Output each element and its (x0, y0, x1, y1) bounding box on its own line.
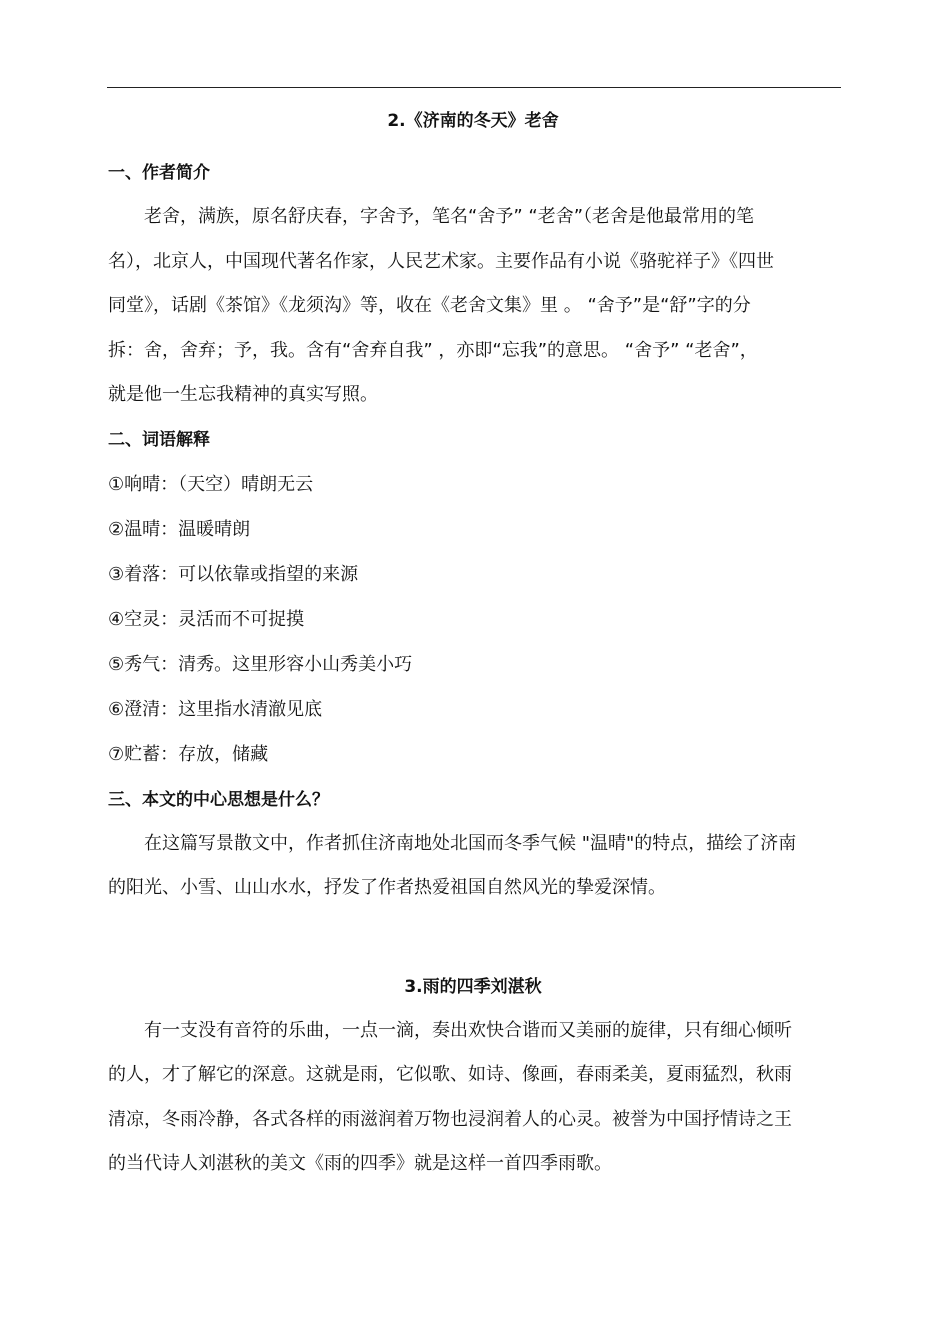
heading-central-idea: 三、本文的中心思想是什么？ (108, 789, 329, 810)
document-body (108, 110, 838, 1187)
vocabulary-item: ⑤秀气：清秀。这里形容小山秀美小巧 (108, 653, 413, 675)
central-idea-paragraph (108, 822, 838, 911)
paragraph-line: 有一支没有音符的乐曲，一点一滴，奏出欢快合谐而又美丽的旋律，只有细心倾听 (144, 1019, 792, 1041)
vocabulary-item: ⑥澄清：这里指水清澈见底 (108, 698, 323, 720)
paragraph-line: 的阳光、小雪、山山水水，抒发了作者热爱祖国自然风光的挚爱深情。 (108, 877, 666, 898)
vocabulary-item: ⑦贮蓄：存放，储藏 (108, 743, 269, 765)
rain-intro-paragraph (108, 1009, 838, 1187)
section-title-jinan-winter: 2.《济南的冬天》老舍 (387, 111, 559, 131)
vocabulary-item: ③着落：可以依靠或指望的来源 (108, 563, 359, 585)
heading-author-intro: 一、作者简介 (108, 163, 210, 183)
vocabulary-item: ④空灵：灵活而不可捉摸 (108, 608, 305, 630)
paragraph-line: 清凉，冬雨冷静，各式各样的雨滋润着万物也浸润着人的心灵。被誉为中国抒情诗之王 (108, 1108, 792, 1130)
paragraph-line: 名），北京人，中国现代著名作家，人民艺术家。主要作品有小说《骆驼祥子》《四世 (108, 250, 774, 272)
top-divider (107, 87, 841, 88)
paragraph-line: 就是他一生忘我精神的真实写照。 (108, 384, 378, 405)
vocabulary-item: ②温晴：温暖晴朗 (108, 518, 251, 540)
paragraph-line: 在这篇写景散文中，作者抓住济南地处北国而冬季气候 "温晴"的特点，描绘了济南 (144, 832, 797, 854)
paragraph-line: 同堂》，话剧《茶馆》《龙须沟》等，收在《老舍文集》里 。 “舍予”是“舒”字的分 (108, 295, 751, 316)
paragraph-line: 的当代诗人刘湛秋的美文《雨的四季》就是这样一首四季雨歌。 (108, 1153, 612, 1174)
section-title-four-seasons-rain: 3.雨的四季刘湛秋 (404, 976, 542, 997)
paragraph-line: 拆：舍，舍弃；予，我。含有“舍弃自我” ，亦即“忘我”的意思。 “舍予” “老舍”， (108, 339, 758, 361)
heading-vocabulary: 二、词语解释 (108, 429, 210, 450)
vocabulary-list (108, 474, 838, 766)
author-intro-paragraph (108, 195, 838, 418)
paragraph-line: 的人，才了解它的深意。这就是雨，它似歌、如诗、像画，春雨柔美，夏雨猛烈，秋雨 (108, 1064, 792, 1085)
vocabulary-item: ①响晴：（天空）晴朗无云 (108, 473, 314, 495)
paragraph-line: 老舍，满族，原名舒庆春，字舍予，笔名“舍予” “老舍”（老舍是他最常用的笔 (144, 206, 755, 227)
